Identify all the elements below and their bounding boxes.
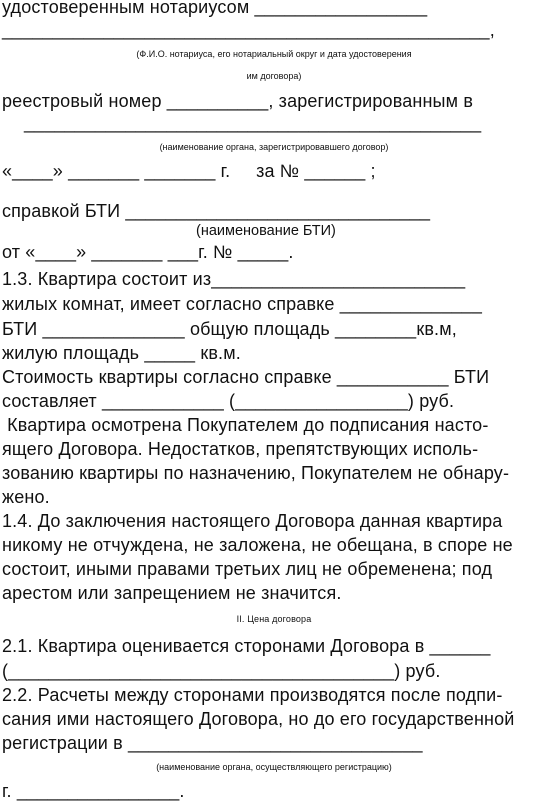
clause-1-3: 1.3. Квартира состоит из_________________________ xyxy=(2,269,466,289)
clause-2-2-line-3: регистрации в _____________________________ xyxy=(2,733,423,753)
registration-caption: (наименование органа, зарегистрировавшего договор) xyxy=(159,142,389,152)
notary-line: удостоверенным нотариусом _________________ xyxy=(2,0,428,17)
clause-1-3-cost-amount: составляет ____________ (_________________) руб. xyxy=(2,391,455,411)
registration-authority-caption: (наименование органа, осуществляющего регистрацию) xyxy=(156,762,392,772)
clause-1-3-living-area: жилую площадь _____ кв.м. xyxy=(2,343,241,363)
registration-date-line: «____» _______ _______ г. за № ______ ; xyxy=(2,161,376,181)
year-line: г. ________________. xyxy=(2,781,185,801)
clause-2-1-line-1: 2.1. Квартира оценивается сторонами Договора в ______ xyxy=(2,636,491,656)
bti-certificate-line: справкой БТИ ______________________________ xyxy=(2,201,431,221)
bti-date-line: от «____» _______ ___г. № _____. xyxy=(2,242,294,262)
clause-1-4-line-1: 1.4. До заключения настоящего Договора данная квартира xyxy=(2,511,503,531)
notary-blank-line: ________________________________________________, xyxy=(2,20,495,40)
clause-1-3-cost: Стоимость квартиры согласно справке ___________ БТИ xyxy=(2,367,490,387)
clause-2-1-line-2: (______________________________________) руб. xyxy=(2,661,441,681)
registry-number-line: реестровый номер __________, зарегистрированным в xyxy=(2,91,474,111)
clause-1-3-rooms: жилых комнат, имеет согласно справке ______________ xyxy=(2,294,482,314)
inspection-text-4: жено. xyxy=(2,487,50,507)
inspection-text-1: Квартира осмотрена Покупателем до подписания насто- xyxy=(2,415,489,435)
section-heading-price: II. Цена договора xyxy=(236,614,312,624)
clause-2-2-line-2: сания ими настоящего Договора, но до его государственной xyxy=(2,709,515,729)
inspection-text-2: ящего Договора. Недостатков, препятствующих исполь- xyxy=(2,439,479,459)
clause-1-4-line-4: арестом или запрещением не значится. xyxy=(2,583,342,603)
notary-caption: (Ф.И.О. нотариуса, его нотариальный округ и дата удостоверения xyxy=(136,49,412,59)
registration-blank-line: _____________________________________________ xyxy=(24,113,482,133)
bti-caption: (наименование БТИ) xyxy=(196,223,336,239)
clause-1-4-line-3: состоит, иными правами третьих лиц не обременена; под xyxy=(2,559,493,579)
inspection-text-3: зованию квартиры по назначению, Покупателем не обнару- xyxy=(2,463,510,483)
clause-2-2-line-1: 2.2. Расчеты между сторонами производятся после подпи- xyxy=(2,685,503,705)
clause-1-3-area: БТИ ______________ общую площадь ________кв.м, xyxy=(2,319,457,339)
notary-caption-cont: им договора) xyxy=(246,71,302,81)
clause-1-4-line-2: никому не отчуждена, не заложена, не обещана, в споре не xyxy=(2,535,513,555)
